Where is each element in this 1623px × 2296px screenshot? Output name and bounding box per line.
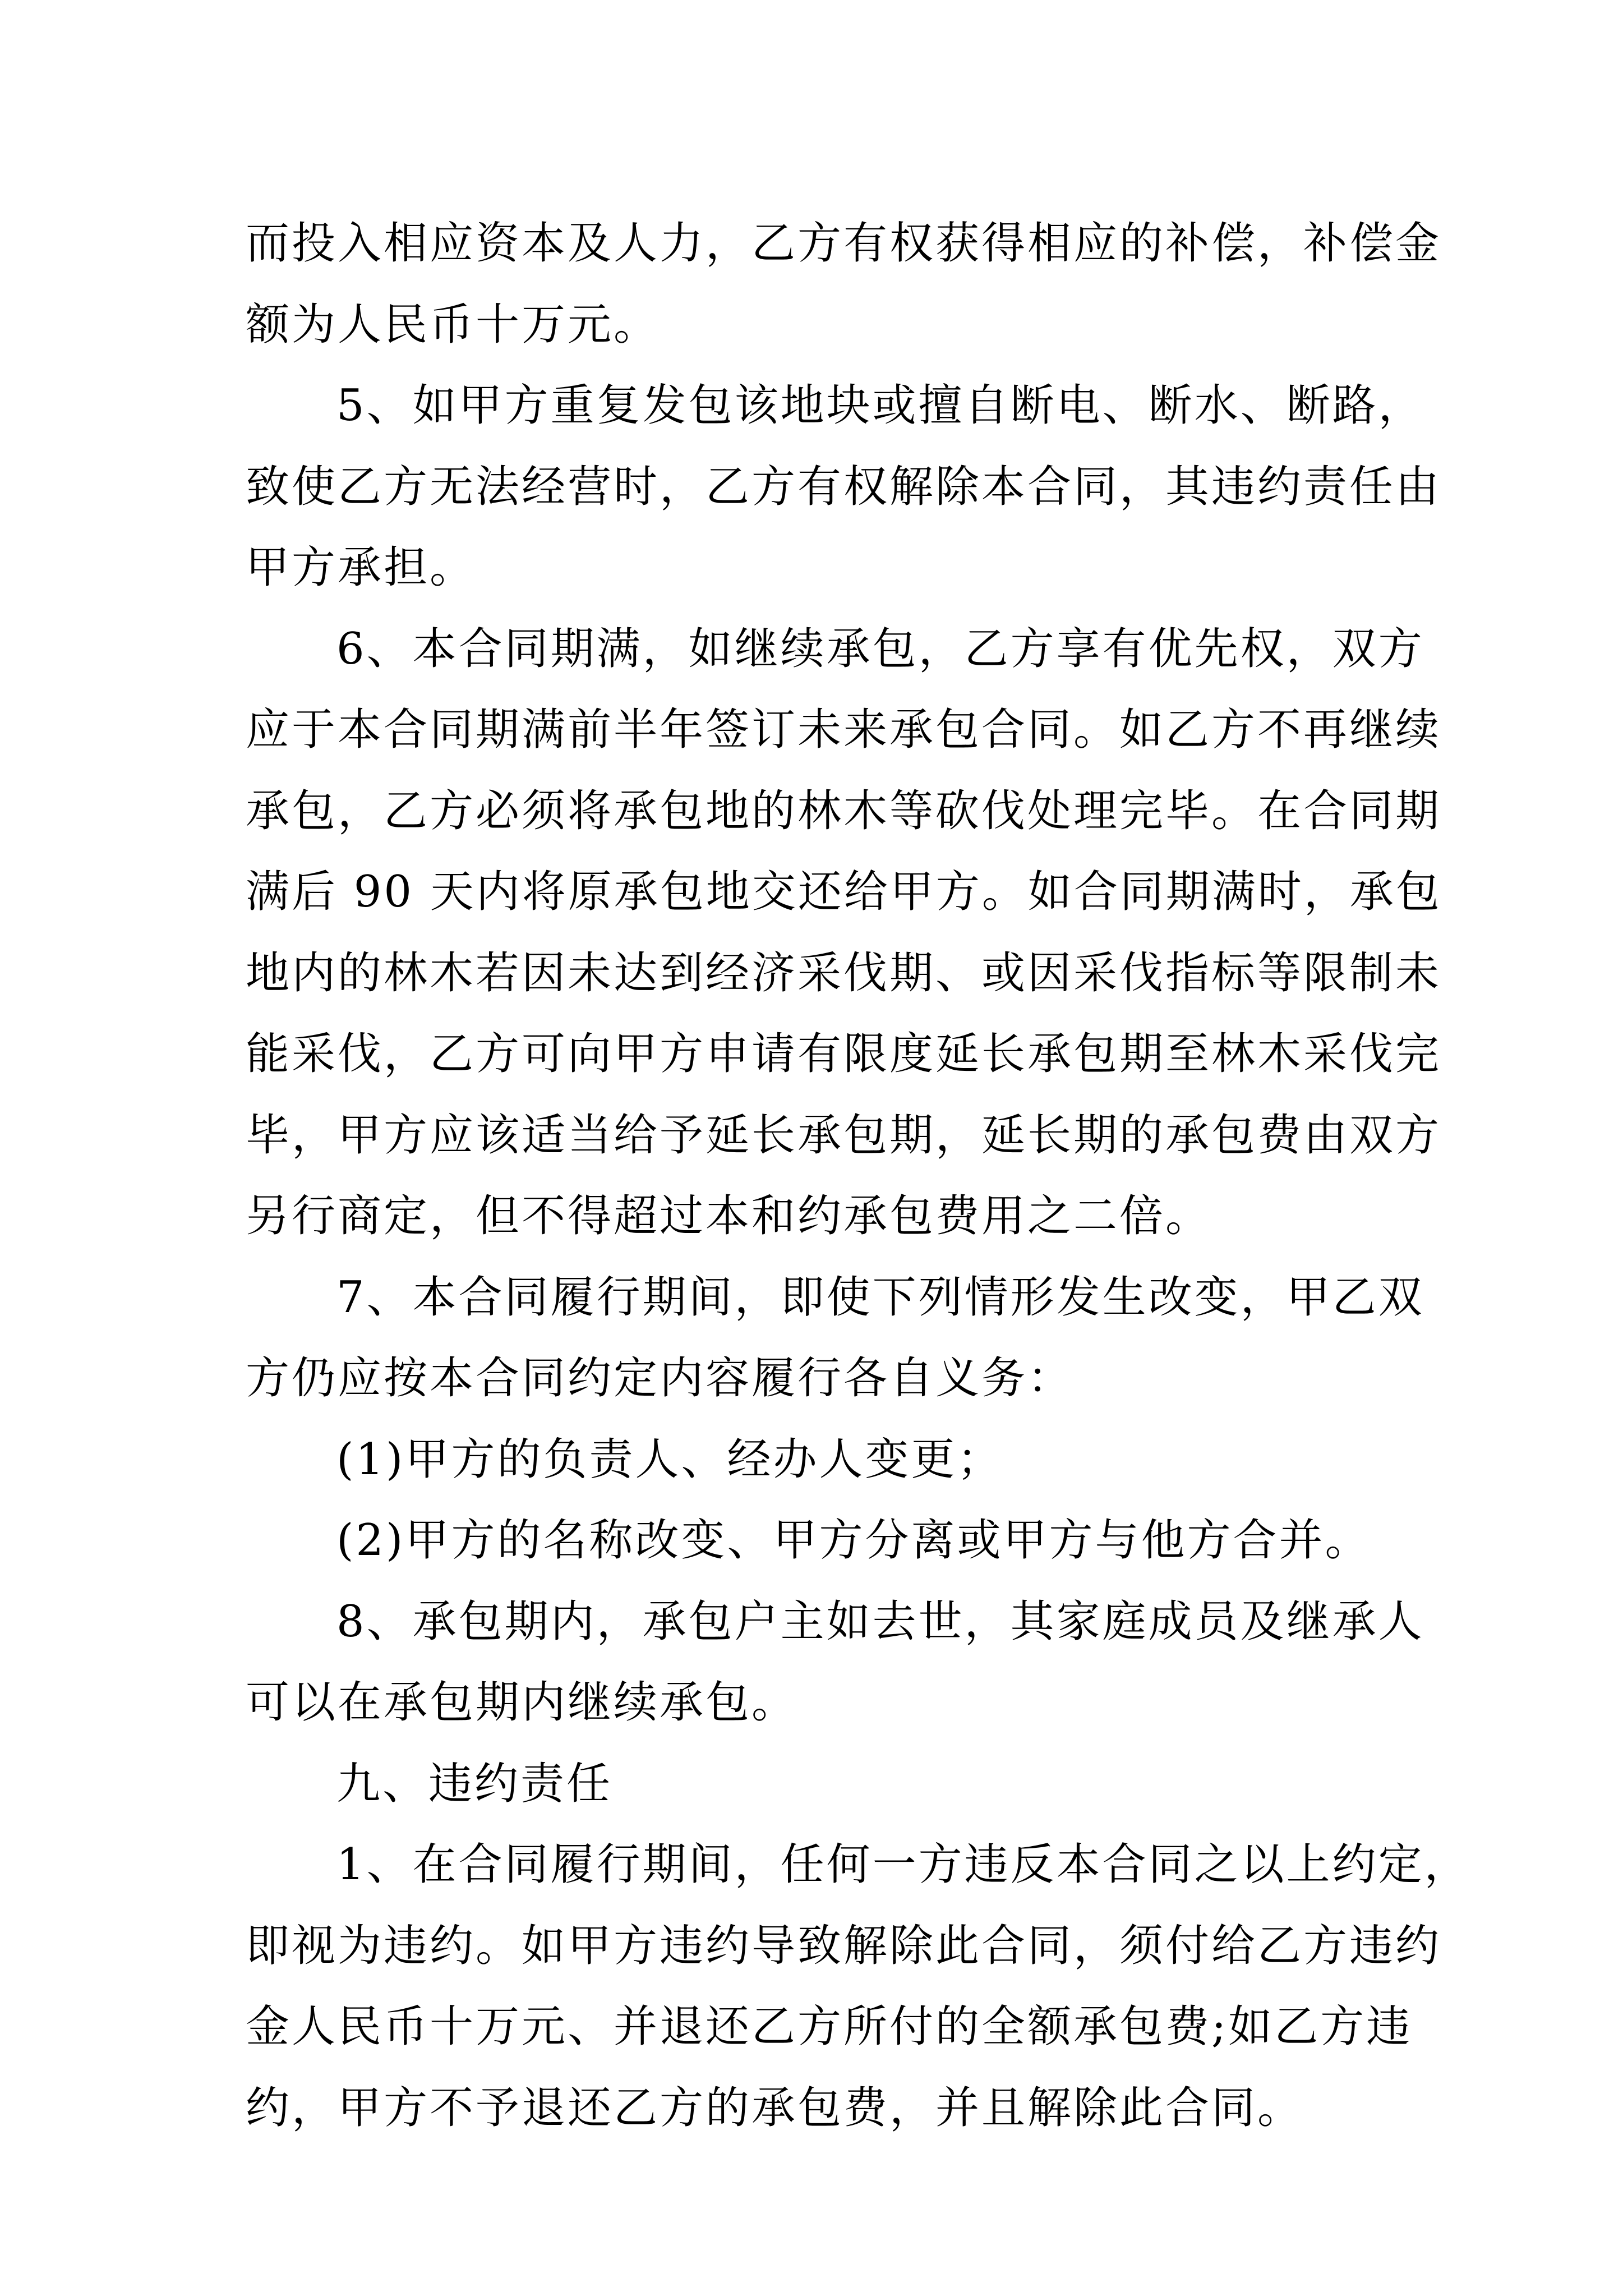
text-line: 方仍应按本合同约定内容履行各自义务： xyxy=(246,1353,1074,1404)
text-line: 即视为违约。如甲方违约导致解除此合同，须付给乙方违约 xyxy=(246,1920,1442,1971)
clause-7-line: 7、本合同履行期间，即使下列情形发生改变，甲乙双 xyxy=(336,1272,1424,1323)
contract-body-text xyxy=(246,203,1470,2148)
text-line: 可以在承包期内继续承包。 xyxy=(246,1677,798,1728)
clause-5-line: 5、如甲方重复发包该地块或擅自断电、断水、断路， xyxy=(336,380,1424,431)
text-line: 金人民币十万元、并退还乙方所付的全额承包费;如乙方违 xyxy=(246,2001,1413,2052)
text-line: 毕，甲方应该适当给予延长承包期，延长期的承包费由双方 xyxy=(246,1110,1442,1161)
text-line: 致使乙方无法经营时，乙方有权解除本合同，其违约责任由 xyxy=(246,461,1442,512)
text-line: 额为人民币十万元。 xyxy=(246,299,660,350)
sub-item-1-line: (1)甲方的负责人、经办人变更； xyxy=(336,1434,1003,1485)
text-line: 能采伐，乙方可向甲方申请有限度延长承包期至林木采伐完 xyxy=(246,1029,1442,1079)
text-line: 约，甲方不予退还乙方的承包费，并且解除此合同。 xyxy=(246,2082,1304,2133)
clause-6-line: 6、本合同期满，如继续承包，乙方享有优先权，双方 xyxy=(336,623,1424,674)
text-line: 满后 90 天内将原承包地交还给甲方。如合同期满时，承包 xyxy=(246,867,1442,917)
text-line: 另行商定，但不得超过本和约承包费用之二倍。 xyxy=(246,1191,1212,1241)
clause-8-line: 8、承包期内，承包户主如去世，其家庭成员及继承人 xyxy=(336,1596,1424,1647)
section-heading: 九、违约责任 xyxy=(336,1758,613,1809)
text-line: 而投入相应资本及人力，乙方有权获得相应的补偿，补偿金 xyxy=(246,218,1442,269)
clause-1-line: 1、在合同履行期间，任何一方违反本合同之以上约定， xyxy=(336,1839,1470,1890)
text-line: 甲方承担。 xyxy=(246,542,476,593)
text-line: 地内的林木若因未达到经济采伐期、或因采伐指标等限制未 xyxy=(246,947,1442,999)
sub-item-2-line: (2)甲方的名称改变、甲方分离或甲方与他方合并。 xyxy=(336,1515,1371,1566)
text-line: 承包，乙方必须将承包地的林木等砍伐处理完毕。在合同期 xyxy=(246,785,1442,836)
text-line: 应于本合同期满前半年签订未来承包合同。如乙方不再继续 xyxy=(246,705,1442,755)
